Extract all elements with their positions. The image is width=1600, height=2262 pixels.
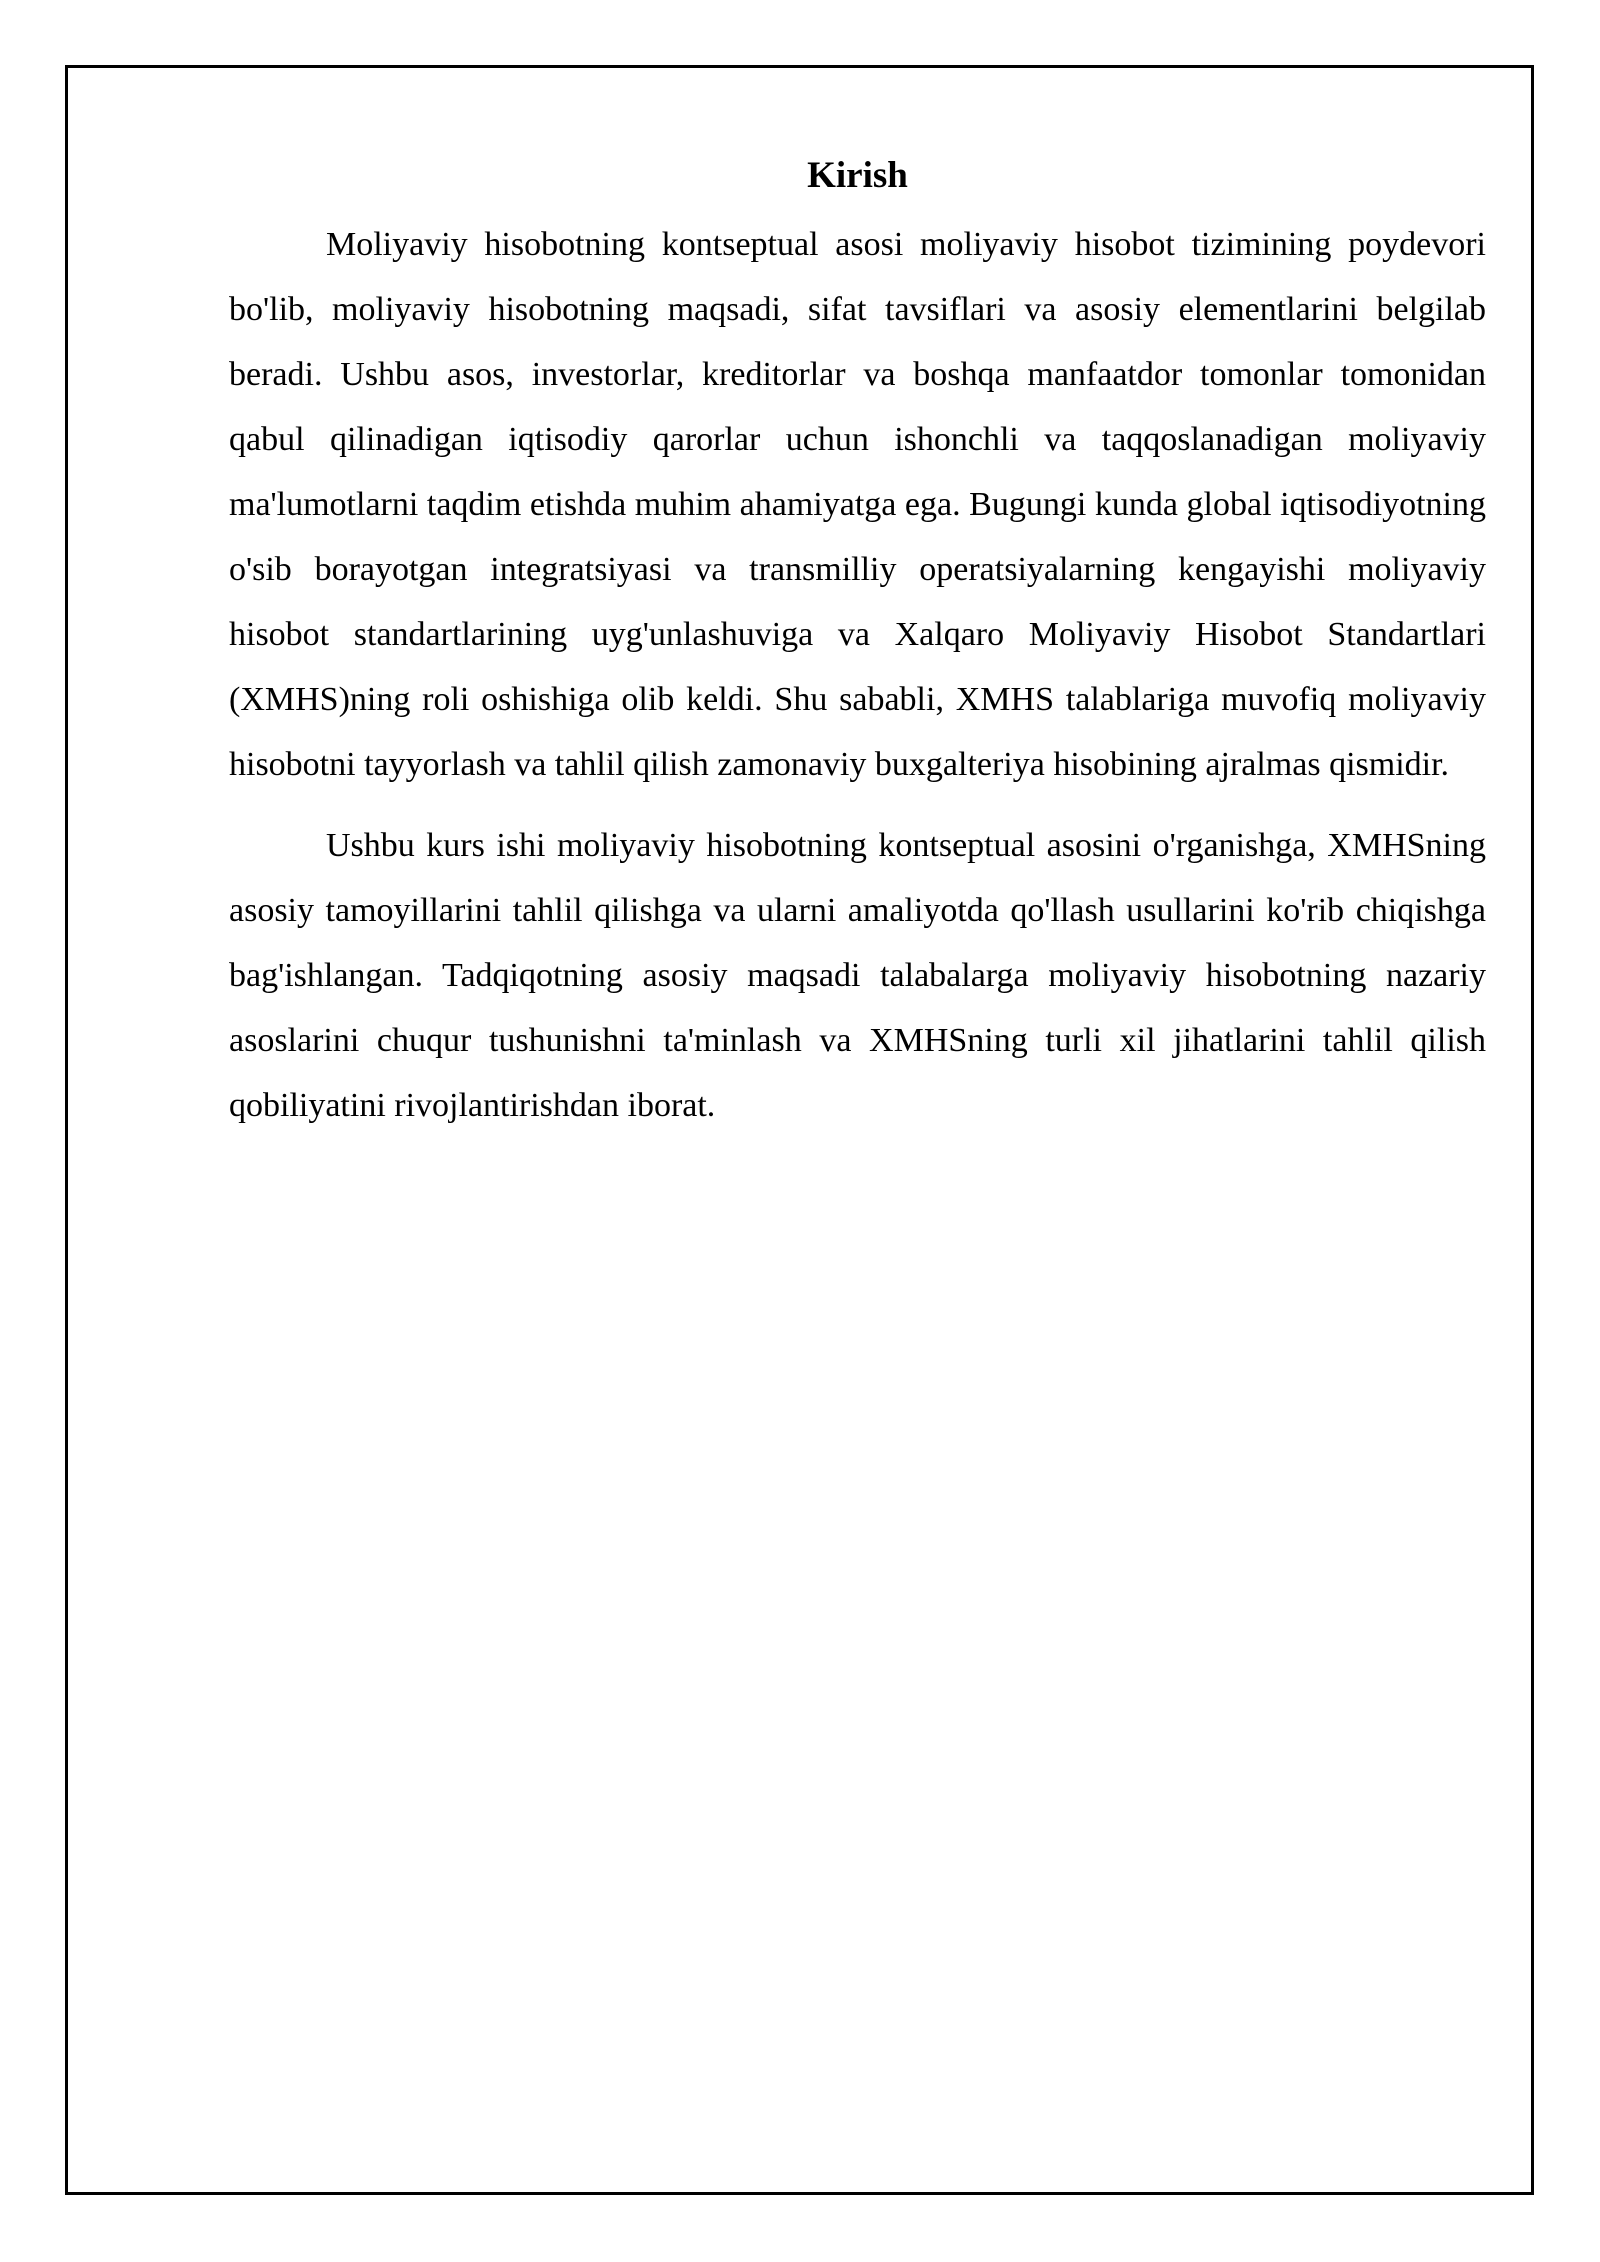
document-body xyxy=(229,148,1486,1138)
page-title: Kirish xyxy=(807,155,908,196)
paragraph-2: Ushbu kurs ishi moliyaviy hisobotning kontseptual asosini o'rganishga, XMHSning asosiy tamoyillarini tahlil qilishga va ularni amaliyotda qo'llash usullarini ko'rib chiqishga bag'ishlangan. Tadqiqotning asosiy maqsadi talabalarga moliyaviy hisobotning nazariy asoslarini chuqur tushunishni ta'minlash va XMHSning turli xil jihatlarini tahlil qilish qobiliyatini rivojlantirishdan iborat. xyxy=(229,827,1486,1124)
paragraph-1: Moliyaviy hisobotning kontseptual asosi moliyaviy hisobot tizimining poydevori bo'lib, moliyaviy hisobotning maqsadi, sifat tavsiflari va asosiy elementlarini belgilab beradi. Ushbu asos, investorlar, kreditorlar va boshqa manfaatdor tomonlar tomonidan qabul qilinadigan iqtisodiy qarorlar uchun ishonchli va taqqoslanadigan moliyaviy ma'lumotlarni taqdim etishda muhim ahamiyatga ega. Bugungi kunda global iqtisodiyotning o'sib borayotgan integratsiyasi va transmilliy operatsiyalarning kengayishi moliyaviy hisobot standartlarining uyg'unlashuviga va Xalqaro Moliyaviy Hisobot Standartlari (XMHS)ning roli oshishiga olib keldi. Shu sababli, XMHS talablariga muvofiq moliyaviy hisobotni tayyorlash va tahlil qilish zamonaviy buxgalteriya hisobining ajralmas qismidir. xyxy=(229,226,1486,783)
